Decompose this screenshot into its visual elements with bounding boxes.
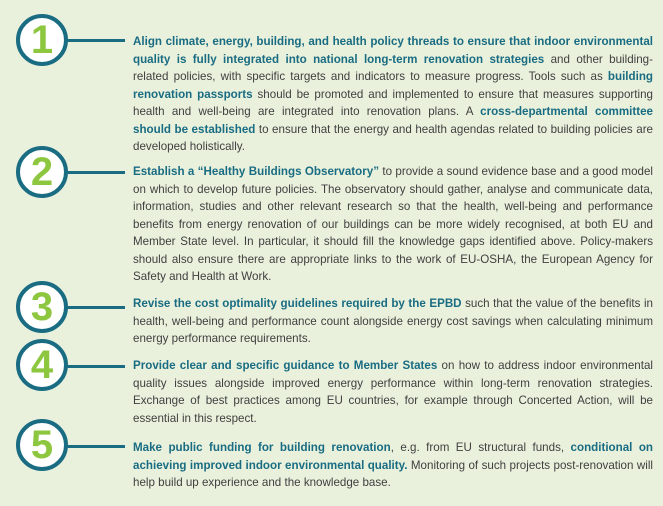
number-badge-4 xyxy=(16,339,68,391)
highlight-text: cross-departmental committee should be established xyxy=(133,105,653,136)
highlight-text: building renovation passports xyxy=(133,70,653,101)
number-badge-2 xyxy=(16,146,68,198)
highlight-text: Make public funding for building renovation xyxy=(133,441,391,454)
highlight-text: Revise the cost optimality guidelines required by the EPBD xyxy=(133,297,462,310)
highlight-text: Provide clear and specific guidance to Member States xyxy=(133,359,438,372)
badge-number: 3 xyxy=(30,285,54,329)
connector-line xyxy=(67,171,125,174)
body-text: and other building-related policies, with specific targets and indicators to measure progress. Tools such as xyxy=(133,52,653,83)
number-badge-3 xyxy=(16,281,68,333)
number-badge-1 xyxy=(16,14,68,66)
recommendation-text-4 xyxy=(133,357,653,427)
recommendation-text-1 xyxy=(133,33,653,156)
badge-number: 5 xyxy=(30,423,54,467)
highlight-text: Align climate, energy, building, and health policy threads to ensure that indoor environmental quality is fully integrated into national long-term renovation strategies xyxy=(133,35,653,66)
body-text: to ensure that the energy and health agendas related to building policies are developed holistically. xyxy=(133,122,653,153)
connector-line xyxy=(67,445,125,448)
recommendation-text-2 xyxy=(133,163,653,286)
body-text: , e.g. from EU structural funds, xyxy=(390,441,571,454)
highlight-text: conditional on achieving improved indoor environmental quality. xyxy=(133,441,653,472)
recommendation-text-5 xyxy=(133,439,653,492)
connector-line xyxy=(67,39,125,42)
body-text: should be promoted and implemented to ensure that measures supporting health and well-being are integrated into renovation plans. A xyxy=(133,87,653,118)
badge-number: 4 xyxy=(30,343,54,387)
number-badge-5 xyxy=(16,419,68,471)
connector-line xyxy=(67,306,125,309)
badge-number: 2 xyxy=(30,150,54,194)
connector-line xyxy=(67,365,125,368)
body-text: such that the value of the benefits in health, well-being and performance count alongside energy cost savings when calculating minimum energy performance requirements. xyxy=(133,297,653,345)
body-text: Monitoring of such projects post-renovation will help build up experience and the knowledge base. xyxy=(133,458,653,489)
badge-number: 1 xyxy=(30,18,54,62)
recommendation-text-3 xyxy=(133,295,653,348)
body-text: to provide a sound evidence base and a good model on which to develop future policies. The observatory should gather, analyse and communicate data, information, studies and other relevant research so that the health, well-being and performance benefits from energy renovation of our buildings can be more widely recognised, at both EU and Member State level. In particular, it should fill the knowledge gaps identified above. Policy-makers should also ensure there are appropriate links to the work of EU-OSHA, the European Agency for Safety and Health at Work. xyxy=(133,165,654,283)
body-text: on how to address indoor environmental quality issues alongside improved energy performance within long-term renovation strategies. Exchange of best practices among EU countries, for example through Concerted Action, will be essential in this respect. xyxy=(133,359,653,425)
highlight-text: Establish a “Healthy Buildings Observatory” xyxy=(133,165,380,178)
